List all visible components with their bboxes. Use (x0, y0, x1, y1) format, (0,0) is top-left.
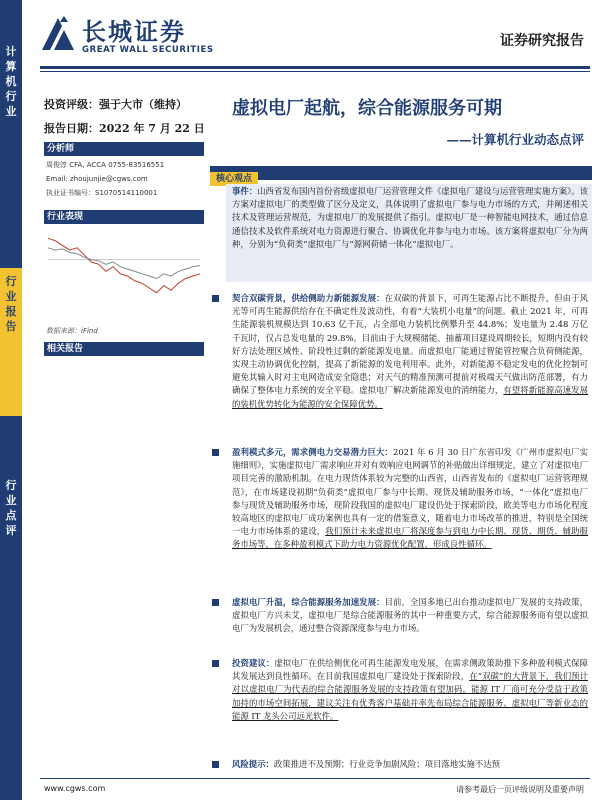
investment-advice-label: 投资建议： (232, 658, 275, 668)
page-title: 虚拟电厂起航，综合能源服务可期 (232, 98, 502, 119)
event-text: 山西省发布国内首份省级虚拟电厂运营管理文件《虚拟电厂建设与运营管理实施方案》。该方案对虚拟电厂的类型做了区分及定义，具体说明了虚拟电厂参与电力市场的方式，并阐述相关技术及管理运营规范，为虚拟电厂的发展提供了指引。虚拟电厂是一种智能电网技术，通过信息通信技术及软件系统对电力资源进行聚合、协调优化并参与电力市场。该方案将虚拟电厂分为两种，分别为“负荷类”虚拟电厂与“源网荷储一体化”虚拟电厂。 (232, 186, 589, 249)
report-date: 报告日期：2022 年 7 月 22 日 (44, 122, 205, 135)
point-service-text: 目前，全国多地已出台推动虚拟电厂发展的支持政策，虚拟电厂方兴未艾，虚拟电厂是综合能源服务的其中一种重要方式，综合能源服务商有望以虚拟电厂为发展机会，通过整合资源深度参与电力市场。 (232, 597, 589, 634)
point-service-paragraph (232, 596, 588, 636)
investment-advice-underline: 在“双碳”的大背景下，我们预计对以虚拟电厂为代表的综合能源服务发展的支持政策有望加码。能源 IT 厂商可充分受益于政策加持的市场空间拓展，建议关注有优秀客户基础并率先布局综合能源服务、虚拟电厂等新业态的能源 IT 龙头公司远光软件。 (232, 671, 589, 721)
chart-series-line-0 (48, 238, 200, 292)
footer-divider (40, 778, 590, 779)
analyst-section-header: 分析师 (44, 142, 204, 156)
point-carbon-label: 契合双碳背景，供给侧助力新能源发展： (232, 293, 385, 303)
sidebar-gold-accent (0, 398, 22, 416)
core-view-header: 核心观点 (210, 172, 258, 186)
page-subtitle: ——计算机行业动态点评 (446, 132, 584, 147)
point-profit-label: 盈利模式多元，需求侧电力交易潜力巨大： (232, 447, 393, 457)
bullet-square-icon (212, 295, 219, 302)
point-profit-underline: 我们预计未来虚拟电厂将深度参与到电力中长期、现货、期货、辅助服务市场等，在多种盈利模式下助力电力资源优化配置，形成良性循环。 (232, 526, 588, 550)
company-logo (40, 12, 270, 60)
analyst-name: 周俊淳 CFA, ACCA 0755-83516551 (46, 161, 165, 169)
sidebar-industry-label: 计 算 机 行 业 (5, 45, 17, 118)
sidebar-report-label: 行 业 报 告 (0, 268, 22, 398)
industry-trend-header: 行业表现 (44, 210, 204, 224)
logo-chinese-name: 长城证券 (82, 17, 186, 46)
header-divider-thin (40, 71, 590, 72)
event-label: 事件： (232, 186, 258, 196)
risk-text: 政策推进不及预期；行业竞争加剧风险；项目落地实施不达预 (273, 759, 500, 769)
analyst-email: Email: zhoujunjie@cgws.com (46, 175, 148, 183)
bullet-square-icon (212, 660, 219, 667)
analyst-cert: 执业证书编号：S1070514110001 (46, 189, 158, 197)
related-reports-header: 相关报告 (44, 342, 204, 356)
bullet-square-icon (212, 449, 219, 456)
investment-advice-paragraph (232, 657, 588, 723)
sidebar-comment-label: 行 业 点 评 (5, 479, 17, 537)
risk-label: 风险提示： (232, 759, 274, 769)
great-wall-logo-icon (40, 14, 76, 52)
point-carbon-paragraph (232, 292, 588, 411)
risk-paragraph (232, 758, 588, 771)
point-profit-text: 2021 年 6 月 30 日广东省印发《广州市虚拟电厂实施细则》，实施虚拟电厂需求响应并对有效响应电网调节的补贴做出详细规定，建立了对虚拟电厂项目完善的激励机制。在电力现货体系较为完整的山西省，山西省发布的《虚拟电厂运营管理规范》，在市场建设初期“负荷类”虚拟电厂参与中长期、现货及辅助服务市场，“一体化”虚拟电厂参与现货及辅助服务市场，现阶段我国的虚拟电厂建设仍处于探索阶段，欧美等电力市场化程度较高地区的虚拟电厂成功案例也具有一定的借鉴意义，随着电力市场改革的推进，特别是全国统一电力市场体系的建设， (232, 447, 589, 537)
chart-source: 数据来源：iFind (46, 327, 98, 335)
report-type-label: 证券研究报告 (500, 33, 584, 49)
industry-trend-chart (44, 226, 204, 321)
bullet-square-icon (212, 599, 219, 606)
core-view-header-bar (210, 166, 592, 184)
point-profit-paragraph (232, 446, 588, 552)
bullet-square-icon (212, 761, 219, 768)
logo-english-name: GREAT WALL SECURITIES (82, 45, 214, 55)
footer-disclaimer: 请参考最后一页评级说明及重要声明 (456, 785, 584, 794)
footer-url: www.cgws.com (44, 784, 106, 793)
investment-rating: 投资评级：强于大市（维持） (44, 98, 187, 111)
event-paragraph (232, 185, 588, 251)
investment-advice-text: 虚拟电厂在供给侧优化可再生能源发电发展，在需求侧政策助推下多种盈利模式保障其发展达到良性循环。在目前我国虚拟电厂建设处于探索阶段， (232, 658, 589, 682)
chart-series-line-1 (48, 248, 200, 279)
point-carbon-underline: 有望将新能源高速发展的装机优势转化为能源的安全保障优势。 (232, 385, 589, 409)
point-carbon-text: 在双碳的背景下，可再生能源占比不断提升，但由于风光等可再生能源供给存在不确定性及波动性，有着“大装机小电量”的问题。截止 2021 年，可再生能源装机规模达到 10.63 亿千瓦，占全部电力装机比例攀升至 44.8%；发电量为 2.48 万亿千瓦时，仅占总发电量的 29.8%。目前由于大规模储能、抽蓄项目建设周期较长，短期内没有较好方法处理区域性、阶段性过剩的新能源发电量。而虚拟电厂能通过智能管控聚合负荷侧能源，实现主动协调优化控制，提高了新能源的发电利用率。此外，对新能源不稳定发电的优化控制可避免其输入时对主电网造成安全隐患；对天气的精准预测可提前对极端天气做出防范部署，有力确保了整体电力系统的安全平稳。虚拟电厂解决新能源发电的消纳能力， (232, 293, 589, 396)
header-divider (40, 66, 590, 69)
point-service-label: 虚拟电厂升温，综合能源服务加速发展： (232, 597, 385, 607)
